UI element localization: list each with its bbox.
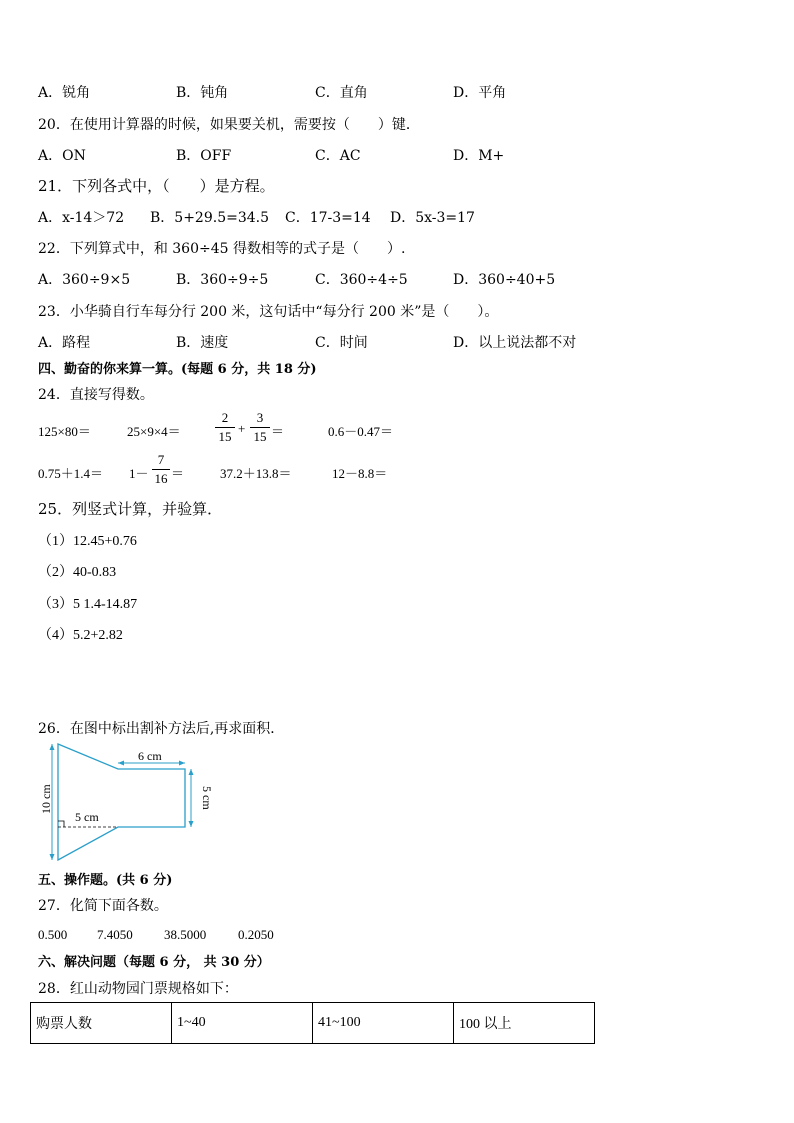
section-6-title: 六、解决问题（每题 6 分， 共 30 分） [38, 955, 270, 970]
q24-row1-d: 0.6－0.47＝ [328, 424, 394, 439]
q20-option-b: B．OFF [176, 148, 232, 164]
q23-option-d: D．以上说法都不对 [453, 335, 577, 351]
arrowhead [179, 761, 185, 766]
section-4-title: 四、勤奋的你来算一算。(每题 6 分，共 18 分) [38, 362, 317, 377]
q21-option-b: B．5+29.5=34.5 [150, 210, 269, 226]
q20-option-a: A．ON [38, 148, 86, 164]
q24-row1-plus: + [238, 421, 246, 436]
arrowhead [189, 821, 194, 827]
table-cell: 100 以上 [454, 1003, 595, 1044]
q24-row1-equals: ＝ [271, 424, 285, 439]
q22-option-d: D．360÷40+5 [453, 272, 556, 288]
q27-number-1: 0.500 [38, 927, 68, 942]
q25-item-2: （2）40-0.83 [38, 565, 117, 580]
q22-option-c: C．360÷4÷5 [315, 272, 408, 288]
table-row [31, 1003, 595, 1044]
fraction-bar [250, 427, 270, 428]
label-right: 5 cm [200, 786, 214, 810]
q20-stem: 20．在使用计算器的时候，如果要关机，需要按（ ）键． [38, 117, 420, 133]
q24-row2-b-prefix: 1－ [129, 466, 149, 481]
q20-option-c: C．AC [315, 148, 361, 164]
fraction-numerator: 7 [157, 452, 165, 467]
label-inner: 5 cm [75, 810, 99, 824]
fraction-numerator: 2 [221, 410, 229, 425]
q28-stem: 28．红山动物园门票规格如下： [38, 981, 238, 997]
q19-option-a: A．锐角 [38, 85, 91, 101]
ticket-price-table [30, 1002, 595, 1044]
q27-number-4: 0.2050 [238, 927, 274, 942]
q24-row2-equals: ＝ [171, 466, 185, 481]
q24-row1-fraction-2 [250, 410, 270, 445]
q23-stem: 23．小华骑自行车每分行 200 米，这句话中“每分行 200 米”是（ ）。 [38, 304, 499, 320]
arrowhead [50, 744, 55, 750]
q21-option-a: A．x-14＞72 [38, 210, 125, 226]
q22-stem: 22．下列算式中，和 360÷45 得数相等的式子是（ ）. [38, 241, 406, 257]
q24-row2-a: 0.75＋1.4＝ [38, 466, 104, 481]
q25-item-4: （4）5.2+2.82 [38, 628, 123, 643]
q26-stem: 26．在图中标出割补方法后,再求面积． [38, 721, 285, 737]
q25-stem: 25．列竖式计算，并验算． [38, 500, 223, 518]
table-cell: 购票人数 [31, 1003, 172, 1044]
q23-option-a: A．路程 [38, 335, 91, 351]
q24-row2-fraction [152, 452, 170, 487]
arrowhead [118, 761, 124, 766]
q24-row2-c: 37.2＋13.8＝ [220, 466, 292, 481]
q22-option-b: B．360÷9÷5 [176, 272, 269, 288]
fraction-bar [215, 427, 235, 428]
q23-option-c: C．时间 [315, 335, 368, 351]
q24-row1-fraction-1 [215, 410, 235, 445]
q22-option-a: A．360÷9×5 [38, 272, 131, 288]
q23-option-b: B．速度 [176, 335, 229, 351]
arrowhead [189, 769, 194, 775]
q27-number-3: 38.5000 [164, 927, 207, 942]
fraction-numerator: 3 [256, 410, 264, 425]
q19-option-c: C．直角 [315, 85, 368, 101]
q19-option-d: D．平角 [453, 85, 507, 101]
fraction-denominator: 15 [253, 429, 267, 444]
fraction-denominator: 15 [218, 429, 232, 444]
arrowhead [50, 854, 55, 860]
q24-row1-b: 25×9×4＝ [127, 424, 181, 439]
label-top: 6 cm [138, 749, 162, 763]
q27-stem: 27．化简下面各数。 [38, 898, 168, 914]
label-left: 10 cm [39, 784, 53, 814]
q21-stem: 21．下列各式中，（ ）是方程。 [38, 177, 275, 195]
q21-option-d: D．5x-3=17 [390, 210, 475, 226]
q19-option-b: B．钝角 [176, 85, 229, 101]
q24-row2-d: 12－8.8＝ [332, 466, 388, 481]
q27-number-2: 7.4050 [97, 927, 133, 942]
q20-option-d: D．M+ [453, 148, 505, 164]
fraction-denominator: 16 [154, 471, 168, 486]
right-angle-mark [58, 821, 64, 827]
table-cell: 1~40 [172, 1003, 313, 1044]
q25-item-1: （1）12.45+0.76 [38, 534, 137, 549]
table-cell: 41~100 [313, 1003, 454, 1044]
figure-outline [58, 744, 185, 860]
q21-option-c: C．17-3=14 [285, 210, 371, 226]
fraction-bar [152, 469, 170, 470]
q25-item-3: （3）5 1.4-14.87 [38, 597, 138, 612]
q24-row1-a: 125×80＝ [38, 424, 91, 439]
section-5-title: 五、操作题。(共 6 分) [38, 873, 173, 888]
q24-stem: 24．直接写得数。 [38, 387, 154, 403]
q26-figure [30, 738, 220, 864]
